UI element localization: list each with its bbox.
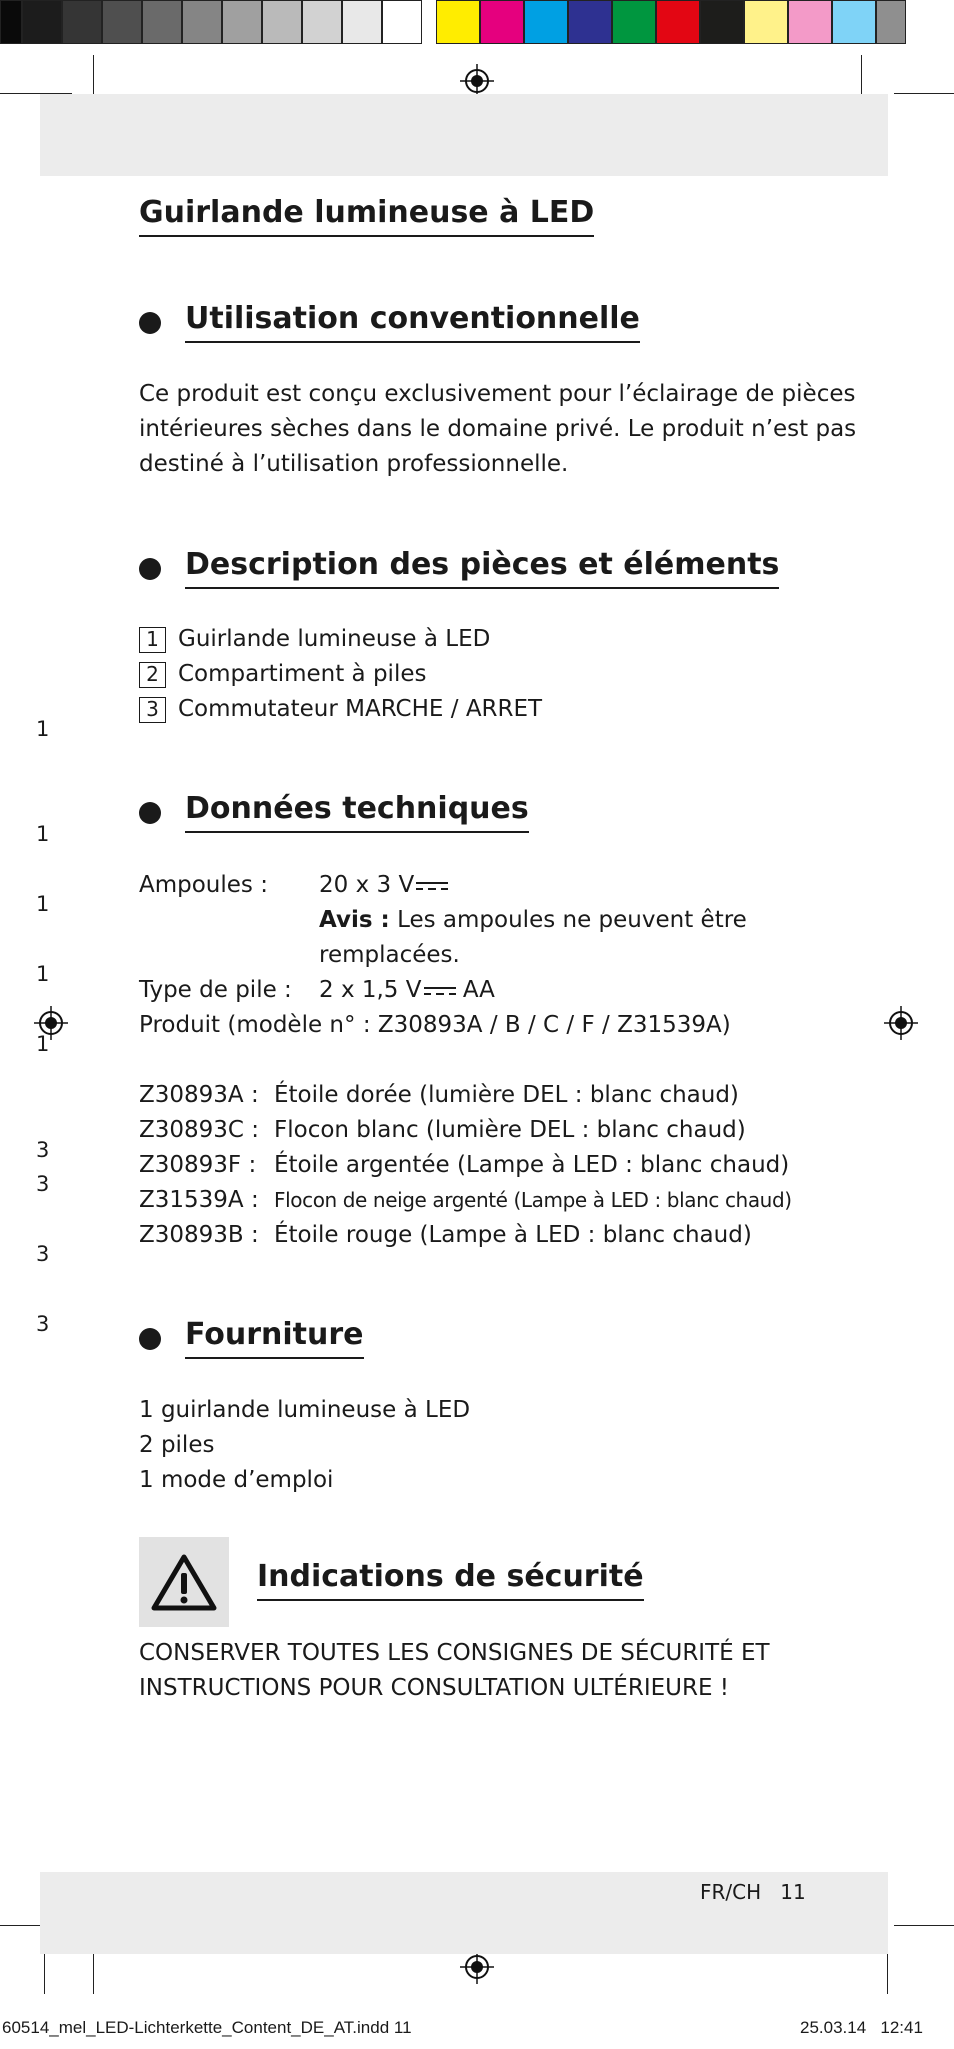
color-swatch <box>612 0 656 44</box>
color-swatch <box>832 0 876 44</box>
spec-label: Ampoules : <box>139 872 268 898</box>
color-swatch <box>876 0 906 44</box>
section-heading-supply <box>139 1318 364 1359</box>
slug-date: 25.03.14 <box>800 2018 867 2037</box>
color-swatch <box>382 0 422 44</box>
margin-mark: 3 <box>36 1138 50 1162</box>
note-text: Les ampoules ne peuvent être <box>397 907 747 933</box>
slug-filename: 60514_mel_LED-Lichterkette_Content_DE_AT.indd 11 <box>2 2018 412 2037</box>
color-swatch <box>182 0 222 44</box>
paragraph-line: destiné à l’utilisation professionnelle. <box>139 451 569 477</box>
section-title: Données techniques <box>185 792 529 833</box>
page-number-value: 11 <box>780 1880 806 1904</box>
model-desc: Flocon de neige argenté (Lampe à LED : blanc chaud) <box>274 1188 792 1212</box>
notice-line: INSTRUCTIONS POUR CONSULTATION ULTÉRIEURE ! <box>139 1675 730 1701</box>
model-code: Z31539A : <box>139 1187 259 1213</box>
color-swatch <box>102 0 142 44</box>
spec-row <box>139 938 792 973</box>
registration-mark-icon <box>460 64 494 98</box>
part-number: 2 <box>139 662 166 688</box>
color-swatch <box>222 0 262 44</box>
color-swatch <box>142 0 182 44</box>
list-item: 2 piles <box>139 1432 215 1458</box>
crop-mark <box>93 1948 94 1994</box>
color-swatch <box>700 0 744 44</box>
warning-triangle-icon <box>150 1552 218 1612</box>
section-title: Fourniture <box>185 1318 364 1359</box>
tech-specs <box>139 868 792 1253</box>
color-swatch <box>744 0 788 44</box>
model-row <box>139 1078 792 1113</box>
color-calibration-bar <box>0 0 954 47</box>
model-desc: Flocon blanc (lumière DEL : blanc chaud) <box>274 1117 746 1143</box>
crop-mark <box>887 1948 888 1994</box>
note-text: remplacées. <box>319 942 460 968</box>
model-code: Z30893F : <box>139 1152 257 1178</box>
slug-time: 12:41 <box>880 2018 923 2037</box>
part-number: 3 <box>139 697 166 723</box>
spec-label: Type de pile : <box>139 977 292 1003</box>
color-swatch <box>436 0 480 44</box>
model-desc: Étoile dorée (lumière DEL : blanc chaud) <box>274 1082 739 1108</box>
margin-mark: 1 <box>36 822 50 846</box>
part-label: Compartiment à piles <box>178 661 427 687</box>
color-swatch <box>480 0 524 44</box>
model-code: Z30893A : <box>139 1082 259 1108</box>
part-label: Commutateur MARCHE / ARRET <box>178 696 543 722</box>
product-line: Produit (modèle n° : Z30893A / B / C / F / Z31539A) <box>139 1012 731 1038</box>
bullet-icon <box>139 802 161 824</box>
header-band <box>40 94 888 176</box>
dc-current-icon <box>424 986 456 996</box>
model-code: Z30893C : <box>139 1117 260 1143</box>
safety-notice <box>139 1636 770 1706</box>
margin-mark: 1 <box>36 1032 50 1056</box>
margin-mark: 3 <box>36 1172 50 1196</box>
spec-row <box>139 903 792 938</box>
color-swatch <box>62 0 102 44</box>
paragraph-line: Ce produit est conçu exclusivement pour l’éclairage de pièces <box>139 381 856 407</box>
usage-paragraph <box>139 377 856 482</box>
list-item <box>139 692 542 727</box>
dc-current-icon <box>416 881 448 891</box>
bullet-icon <box>139 1328 161 1350</box>
color-swatch <box>568 0 612 44</box>
spec-suffix: AA <box>462 977 495 1003</box>
crop-mark <box>894 93 954 94</box>
part-number: 1 <box>139 627 166 653</box>
color-swatch <box>656 0 700 44</box>
model-row <box>139 1218 792 1253</box>
section-title: Utilisation conventionnelle <box>185 302 640 343</box>
parts-list <box>139 622 542 727</box>
model-desc: Étoile argentée (Lampe à LED : blanc chaud) <box>274 1152 790 1178</box>
section-heading-tech <box>139 792 529 833</box>
bullet-icon <box>139 312 161 334</box>
part-label: Guirlande lumineuse à LED <box>178 626 491 652</box>
page-title: Guirlande lumineuse à LED <box>139 196 594 237</box>
notice-line: CONSERVER TOUTES LES CONSIGNES DE SÉCURITÉ ET <box>139 1640 770 1666</box>
spec-row <box>139 973 792 1008</box>
crop-mark <box>44 1948 45 1994</box>
paragraph-line: intérieures sèches dans le domaine privé. Le produit n’est pas <box>139 416 857 442</box>
color-swatch <box>524 0 568 44</box>
model-code: Z30893B : <box>139 1222 259 1248</box>
model-desc: Étoile rouge (Lampe à LED : blanc chaud) <box>274 1222 752 1248</box>
color-swatch <box>0 0 22 44</box>
crop-mark <box>894 1925 954 1926</box>
registration-mark-icon <box>460 1950 494 1984</box>
section-title: Description des pièces et éléments <box>185 548 779 589</box>
bullet-icon <box>139 558 161 580</box>
model-row <box>139 1113 792 1148</box>
model-row <box>139 1183 792 1218</box>
color-swatch <box>788 0 832 44</box>
margin-mark: 3 <box>36 1312 50 1336</box>
color-swatch <box>422 0 436 44</box>
supply-list <box>139 1393 470 1498</box>
slug-timestamp <box>800 2018 923 2038</box>
color-swatch <box>262 0 302 44</box>
list-item: 1 guirlande lumineuse à LED <box>139 1397 471 1423</box>
color-swatch <box>342 0 382 44</box>
section-heading-usage <box>139 302 640 343</box>
safety-title: Indications de sécurité <box>257 1560 644 1601</box>
margin-mark: 3 <box>36 1242 50 1266</box>
spec-value: 2 x 1,5 V <box>319 977 422 1003</box>
color-swatch <box>302 0 342 44</box>
page-number <box>700 1880 806 1904</box>
warning-box <box>139 1537 229 1627</box>
page-label: FR/CH <box>700 1880 762 1904</box>
model-row <box>139 1148 792 1183</box>
list-item: 1 mode d’emploi <box>139 1467 334 1493</box>
spec-row <box>139 868 792 903</box>
margin-mark: 1 <box>36 717 50 741</box>
margin-mark: 1 <box>36 962 50 986</box>
list-item <box>139 657 542 692</box>
spec-value: 20 x 3 V <box>319 872 415 898</box>
section-heading-parts <box>139 548 779 589</box>
color-swatch <box>22 0 62 44</box>
margin-mark: 1 <box>36 892 50 916</box>
registration-mark-icon <box>884 1006 918 1040</box>
list-item <box>139 622 542 657</box>
note-label: Avis : <box>319 907 390 933</box>
